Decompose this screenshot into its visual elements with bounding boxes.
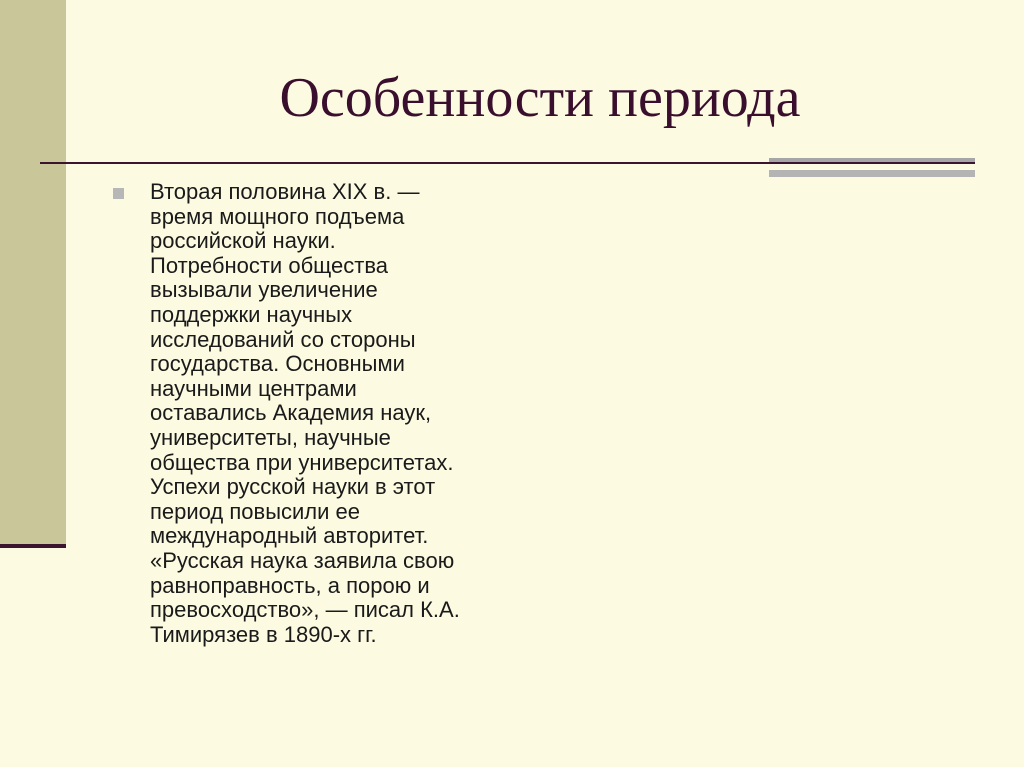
bullet-text: Вторая половина XIX в. — время мощного подъема российской науки. Потребности общества вызывали увеличение поддержки научных исследований со стороны государства. Основными научными центрами оставались Академия наук, университеты, научные общества при университетах. Успехи русской науки в этот период повысили ее международный авторитет. «Русская наука заявила свою равноправность, а порою и превосходство», — писал К.А. Тимирязев в 1890-х гг. <box>150 179 460 647</box>
slide-title: Особенности периода <box>279 67 801 129</box>
side-decoration-rule <box>0 544 66 548</box>
bullet-item <box>113 180 533 647</box>
slide-body <box>113 180 533 647</box>
square-bullet-icon <box>113 188 124 199</box>
side-decoration-band <box>0 0 66 545</box>
title-accent-bar-lower <box>769 170 975 177</box>
title-divider <box>40 162 975 164</box>
